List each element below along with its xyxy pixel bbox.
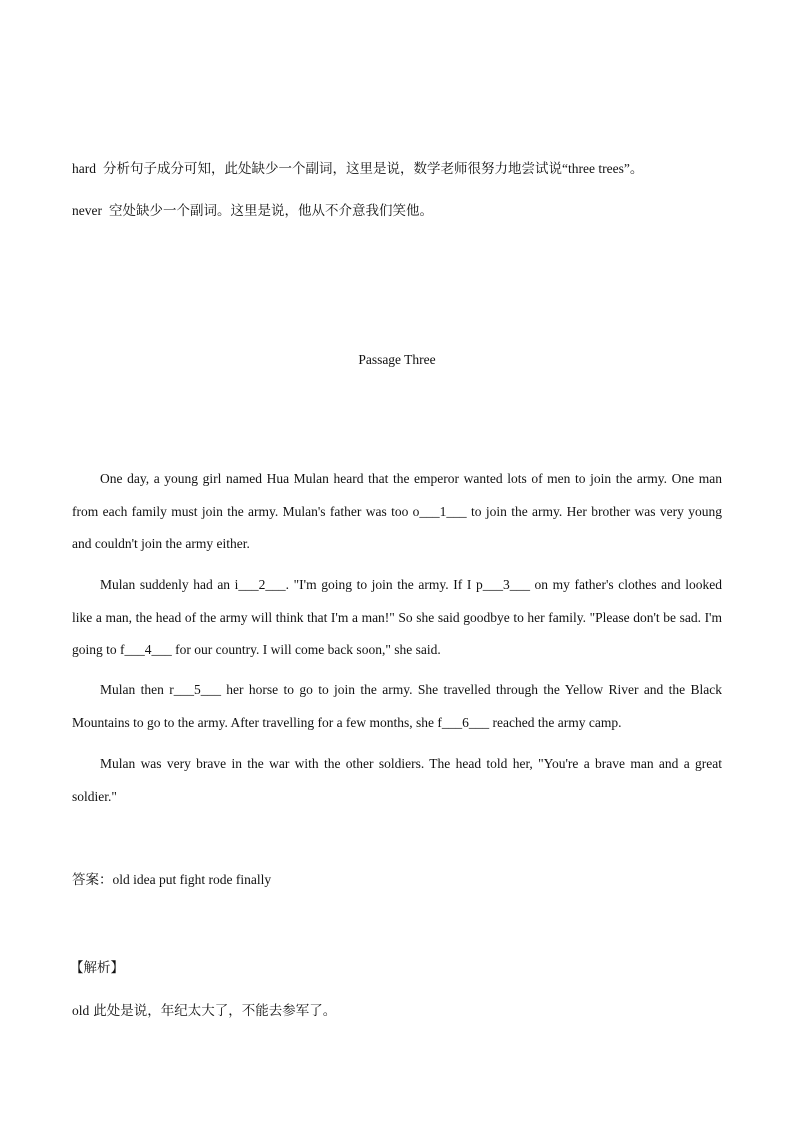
answer-text: old idea put fight rode finally [112,872,272,887]
passage-paragraph-2: Mulan suddenly had an i___2___. "I'm going to join the army. If I p___3___ on my father's clothes and looked like a man, the head of the army will think that I'm a man!" So she said goodbye to her family. "Please don't be sad. I'm going to f___4___ for our country. I will come back soon," she said. [72,577,722,657]
analysis-heading: 【解析】 [70,960,124,975]
note-text: 空处缺少一个副词。这里是说，他从不介意我们笑他。 [108,203,433,218]
passage-paragraph-1: One day, a young girl named Hua Mulan heard that the emperor wanted lots of men to join the army. One man from each family must join the army. Mulan's father was too o___1___ to join the army. Her brother was very young and couldn't join the army either. [72,471,722,551]
note-text: 分析句子成分可知，此处缺少一个副词，这里是说，数学老师很努力地尝试说“three trees”。 [103,161,644,176]
note-word: hard [72,161,96,176]
answer-label: 答案： [72,872,113,887]
note-word: never [72,203,102,218]
analysis-item-old [72,1002,336,1020]
passage-paragraph-3: Mulan then r___5___ her horse to go to join the army. She travelled through the Yellow River and the Black Mountains to go to the army. After travelling for a few months, she f___6___ reached the army camp. [72,682,722,730]
passage-title: Passage Three [358,352,436,367]
answer-line [72,871,271,889]
analysis-text: 此处是说，年纪太大了，不能去参军了。 [93,1003,337,1018]
analysis-word: old [72,1003,90,1018]
passage-paragraph-4: Mulan was very brave in the war with the other soldiers. The head told her, "You're a brave man and a great soldier." [72,756,722,804]
note-hard [72,160,643,178]
note-never [72,202,433,220]
